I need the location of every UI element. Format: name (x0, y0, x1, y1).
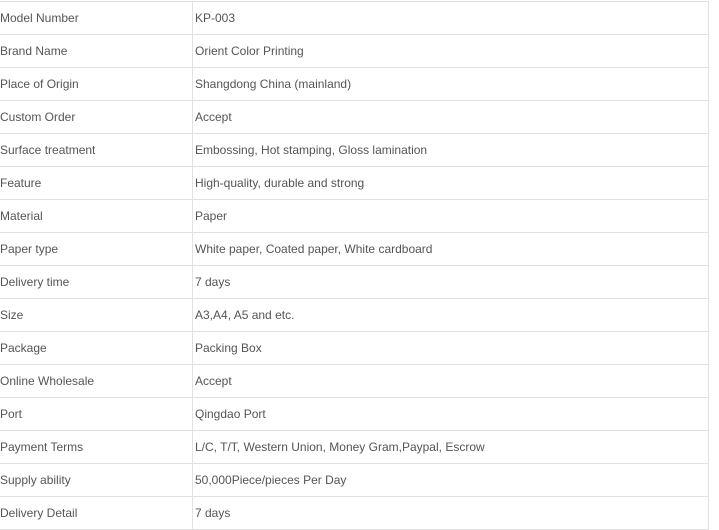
table-row (0, 134, 709, 167)
spec-label: Package (0, 332, 193, 365)
table-row (0, 332, 709, 365)
spec-label: Port (0, 398, 193, 431)
table-row (0, 299, 709, 332)
table-row (0, 398, 709, 431)
spec-value: Paper (193, 200, 709, 233)
spec-label: Model Number (0, 2, 193, 35)
spec-label: Payment Terms (0, 431, 193, 464)
spec-value: KP-003 (193, 2, 709, 35)
table-row (0, 365, 709, 398)
spec-label: Place of Origin (0, 68, 193, 101)
spec-value: White paper, Coated paper, White cardboard (193, 233, 709, 266)
spec-label: Custom Order (0, 101, 193, 134)
spec-value: Accept (193, 101, 709, 134)
spec-label: Online Wholesale (0, 365, 193, 398)
spec-value: Packing Box (193, 332, 709, 365)
spec-value: Accept (193, 365, 709, 398)
spec-value: 7 days (193, 497, 709, 530)
table-row (0, 200, 709, 233)
table-row (0, 68, 709, 101)
spec-table-body (0, 2, 709, 530)
spec-value: 7 days (193, 266, 709, 299)
spec-label: Supply ability (0, 464, 193, 497)
table-row (0, 497, 709, 530)
spec-label: Brand Name (0, 35, 193, 68)
table-row (0, 431, 709, 464)
spec-label: Surface treatment (0, 134, 193, 167)
table-row (0, 167, 709, 200)
spec-label: Delivery time (0, 266, 193, 299)
spec-value: Shangdong China (mainland) (193, 68, 709, 101)
spec-label: Paper type (0, 233, 193, 266)
spec-label: Feature (0, 167, 193, 200)
spec-value: 50,000Piece/pieces Per Day (193, 464, 709, 497)
spec-label: Material (0, 200, 193, 233)
spec-value: Embossing, Hot stamping, Gloss lamination (193, 134, 709, 167)
spec-value: A3,A4, A5 and etc. (193, 299, 709, 332)
table-row (0, 233, 709, 266)
spec-value: High-quality, durable and strong (193, 167, 709, 200)
spec-value: Orient Color Printing (193, 35, 709, 68)
table-row (0, 266, 709, 299)
spec-label: Delivery Detail (0, 497, 193, 530)
table-row (0, 464, 709, 497)
spec-value: L/C, T/T, Western Union, Money Gram,Paypal, Escrow (193, 431, 709, 464)
table-row (0, 2, 709, 35)
product-spec-table (0, 1, 709, 530)
spec-label: Size (0, 299, 193, 332)
table-row (0, 35, 709, 68)
table-row (0, 101, 709, 134)
spec-value: Qingdao Port (193, 398, 709, 431)
